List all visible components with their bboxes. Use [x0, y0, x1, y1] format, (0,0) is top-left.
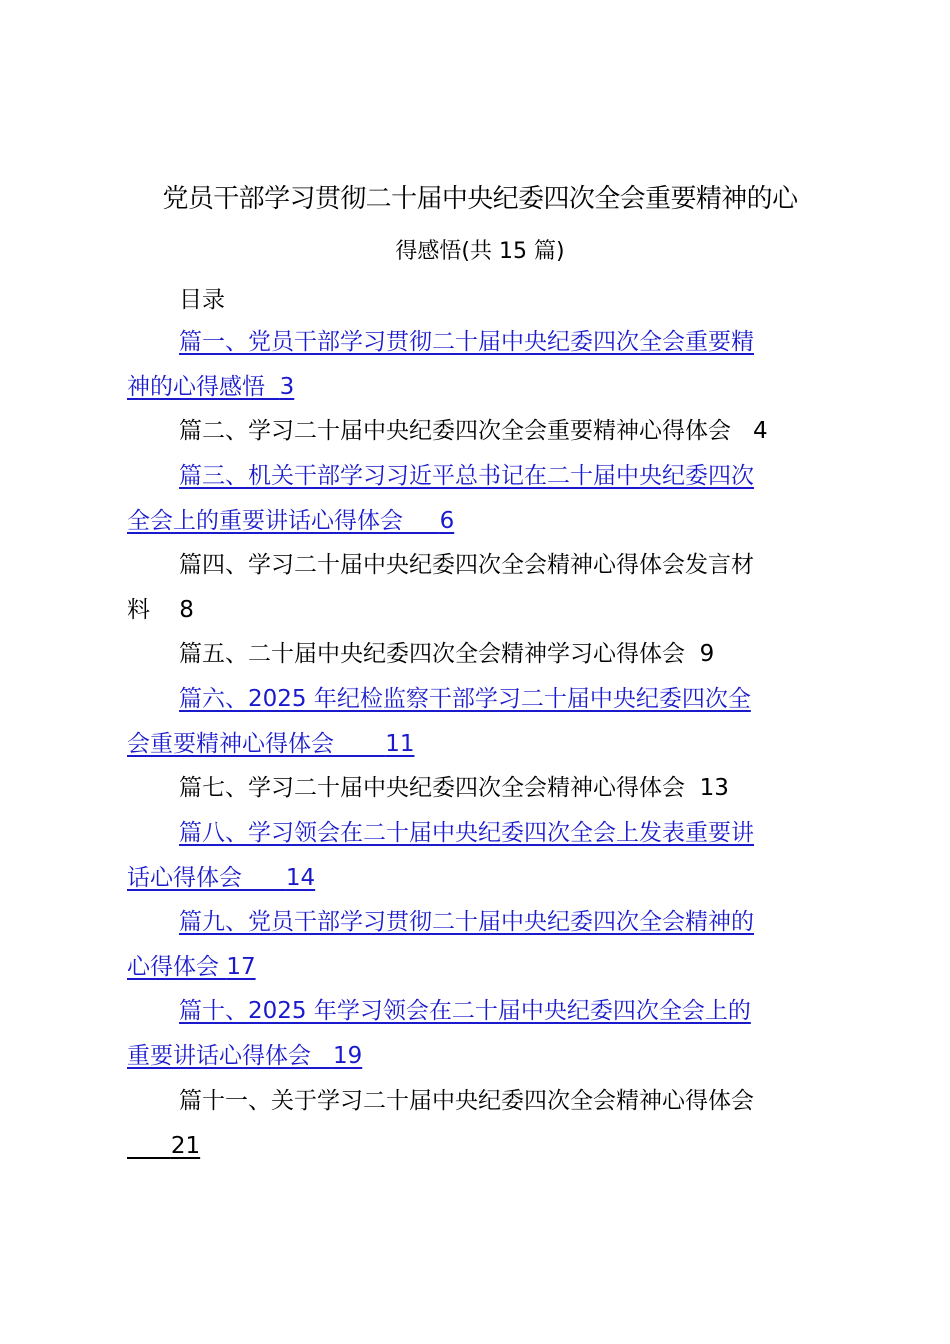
toc-item-2[interactable] — [127, 409, 833, 454]
toc-item-11[interactable] — [127, 1079, 833, 1169]
document-title: 党员干部学习贯彻二十届中央纪委四次全会重要精神的心 — [162, 184, 798, 214]
toc-item-title[interactable]: 篇一、党员干部学习贯彻二十届中央纪委四次全会重要精 — [179, 329, 754, 355]
toc-item-6[interactable] — [127, 677, 833, 767]
toc-item-page[interactable]: 11 — [385, 731, 415, 757]
toc-item-title-continued[interactable]: 神的心得感悟 — [127, 374, 265, 400]
toc-item-page[interactable]: 21 — [170, 1133, 201, 1159]
document-title-continued: 得感悟(共 15 篇) — [395, 239, 565, 264]
toc-item-5[interactable] — [127, 632, 833, 677]
toc-item-title-continued[interactable]: 全会上的重要讲话心得体会 — [127, 508, 403, 534]
toc-item-9[interactable] — [127, 900, 833, 990]
toc-item-10[interactable] — [127, 989, 833, 1079]
toc-item-title[interactable]: 篇十一、关于学习二十届中央纪委四次全会精神心得体会 — [179, 1088, 754, 1114]
toc-item-page[interactable]: 14 — [285, 865, 316, 891]
toc-item-3[interactable] — [127, 454, 833, 544]
toc-item-page[interactable]: 17 — [226, 954, 256, 980]
toc-item-title-continued[interactable]: 心得体会 — [127, 954, 219, 980]
toc-item-page[interactable]: 19 — [332, 1043, 363, 1069]
toc-item-8[interactable] — [127, 811, 833, 901]
toc-item-1[interactable] — [127, 320, 833, 410]
toc-item-title[interactable]: 篇六、2025 年纪检监察干部学习二十届中央纪委四次全 — [179, 686, 751, 712]
toc-item-title[interactable]: 篇二、学习二十届中央纪委四次全会重要精神心得体会 — [179, 418, 731, 444]
toc-item-title-continued[interactable]: 重要讲话心得体会 — [127, 1043, 311, 1069]
toc-item-page[interactable]: 8 — [179, 597, 194, 623]
toc-item-page[interactable]: 3 — [279, 374, 295, 400]
toc-item-title-continued[interactable]: 会重要精神心得体会 — [127, 731, 334, 757]
toc-item-page[interactable]: 4 — [752, 418, 768, 444]
toc-item-title[interactable]: 篇八、学习领会在二十届中央纪委四次全会上发表重要讲 — [179, 820, 754, 846]
toc-item-page[interactable]: 9 — [699, 641, 715, 667]
toc-item-page[interactable]: 6 — [439, 508, 455, 534]
toc-heading: 目录 — [179, 287, 225, 313]
toc-item-title[interactable]: 篇五、二十届中央纪委四次全会精神学习心得体会 — [179, 641, 685, 667]
toc-item-title-continued[interactable]: 话心得体会 — [127, 865, 242, 891]
toc-item-7[interactable] — [127, 766, 833, 811]
toc-item-title-continued[interactable]: 料 — [127, 597, 150, 623]
toc-item-title[interactable]: 篇三、机关干部学习习近平总书记在二十届中央纪委四次 — [179, 463, 754, 489]
toc-item-title[interactable]: 篇九、党员干部学习贯彻二十届中央纪委四次全会精神的 — [179, 909, 754, 935]
toc-item-page[interactable]: 13 — [699, 775, 729, 801]
toc-item-4[interactable] — [127, 543, 833, 633]
toc-item-title[interactable]: 篇十、2025 年学习领会在二十届中央纪委四次全会上的 — [179, 998, 751, 1024]
toc-item-title[interactable]: 篇七、学习二十届中央纪委四次全会精神心得体会 — [179, 775, 685, 801]
toc-item-title[interactable]: 篇四、学习二十届中央纪委四次全会精神心得体会发言材 — [179, 552, 754, 578]
